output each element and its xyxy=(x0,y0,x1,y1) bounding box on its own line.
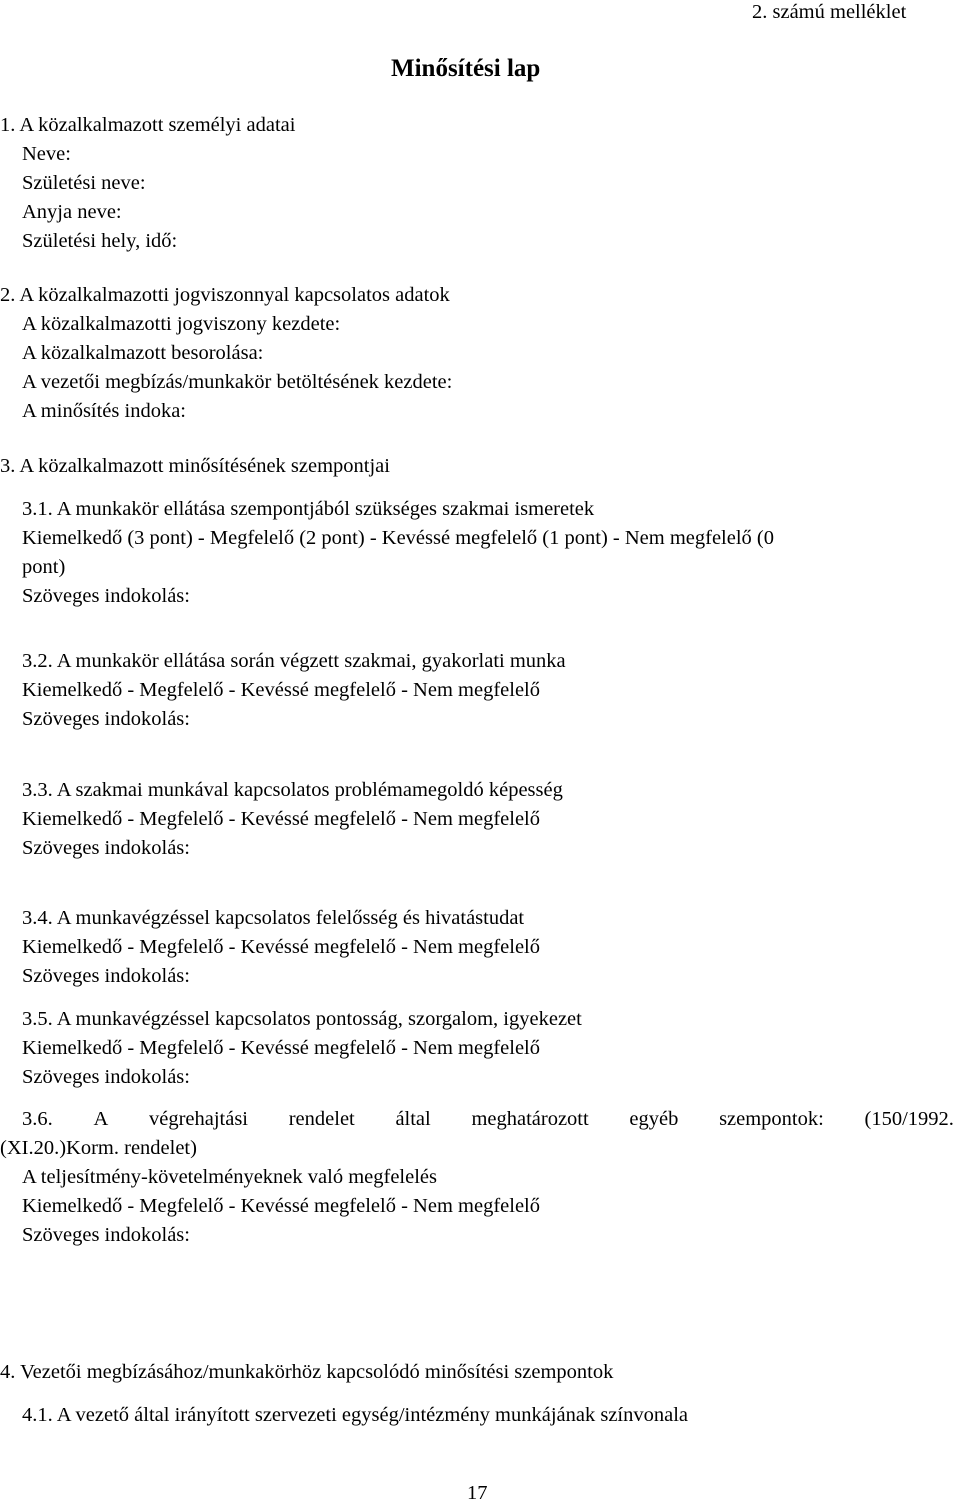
s36-word: egyéb xyxy=(629,1108,679,1130)
annex-label: 2. számú melléklet xyxy=(752,1,907,23)
s33-justification: Szöveges indokolás: xyxy=(22,837,190,859)
field-name: Neve: xyxy=(22,143,71,165)
s36-word: 3.6. xyxy=(22,1108,53,1130)
s36-word: meghatározott xyxy=(471,1108,589,1130)
s32-scale: Kiemelkedő - Megfelelő - Kevéssé megfelelő - Nem megfelelő xyxy=(22,679,540,701)
s32-title: 3.2. A munkakör ellátása során végzett szakmai, gyakorlati munka xyxy=(22,650,566,672)
s35-justification: Szöveges indokolás: xyxy=(22,1066,190,1088)
s33-title: 3.3. A szakmai munkával kapcsolatos problémamegoldó képesség xyxy=(22,779,563,801)
s36-subtitle: A teljesítmény-követelményeknek való megfelelés xyxy=(22,1166,437,1188)
field-assignment-start: A vezetői megbízás/munkakör betöltésének kezdete: xyxy=(22,371,453,393)
s36-title-line1 xyxy=(22,1109,954,1130)
s35-scale: Kiemelkedő - Megfelelő - Kevéssé megfelelő - Nem megfelelő xyxy=(22,1037,540,1059)
field-classification: A közalkalmazott besorolása: xyxy=(22,342,264,364)
s34-scale: Kiemelkedő - Megfelelő - Kevéssé megfelelő - Nem megfelelő xyxy=(22,936,540,958)
s35-title: 3.5. A munkavégzéssel kapcsolatos pontosság, szorgalom, igyekezet xyxy=(22,1008,582,1030)
section2-heading: 2. A közalkalmazotti jogviszonnyal kapcsolatos adatok xyxy=(0,284,450,306)
s36-word: A xyxy=(93,1108,109,1130)
s36-word: szempontok: xyxy=(719,1108,824,1130)
s36-word: végrehajtási xyxy=(148,1108,249,1130)
s31-scale-line1: Kiemelkedő (3 pont) - Megfelelő (2 pont) - Kevéssé megfelelő (1 pont) - Nem megfelelő (0 xyxy=(22,527,774,549)
s31-scale-line2: pont) xyxy=(22,556,66,578)
s36-word: által xyxy=(395,1108,431,1130)
field-employment-start: A közalkalmazotti jogviszony kezdete: xyxy=(22,313,341,335)
field-birth-place-date: Születési hely, idő: xyxy=(22,230,178,252)
s36-word: (150/1992. xyxy=(864,1108,954,1130)
page-title: Minősítési lap xyxy=(391,55,541,82)
field-birth-name: Születési neve: xyxy=(22,172,146,194)
s31-title: 3.1. A munkakör ellátása szempontjából szükséges szakmai ismeretek xyxy=(22,498,595,520)
page-number: 17 xyxy=(467,1482,488,1504)
s41-title: 4.1. A vezető által irányított szervezeti egység/intézmény munkájának színvonala xyxy=(22,1404,689,1426)
s36-justification: Szöveges indokolás: xyxy=(22,1224,190,1246)
s32-justification: Szöveges indokolás: xyxy=(22,708,190,730)
s33-scale: Kiemelkedő - Megfelelő - Kevéssé megfelelő - Nem megfelelő xyxy=(22,808,540,830)
s36-word: rendelet xyxy=(288,1108,355,1130)
s36-scale: Kiemelkedő - Megfelelő - Kevéssé megfelelő - Nem megfelelő xyxy=(22,1195,540,1217)
s36-title-line2: (XI.20.)Korm. rendelet) xyxy=(0,1137,197,1159)
s34-title: 3.4. A munkavégzéssel kapcsolatos felelősség és hivatástudat xyxy=(22,907,525,929)
section4-heading: 4. Vezetői megbízásához/munkakörhöz kapcsolódó minősítési szempontok xyxy=(0,1361,614,1383)
field-rating-reason: A minősítés indoka: xyxy=(22,400,186,422)
section1-heading: 1. A közalkalmazott személyi adatai xyxy=(0,114,296,136)
section3-heading: 3. A közalkalmazott minősítésének szempontjai xyxy=(0,455,390,477)
s31-justification: Szöveges indokolás: xyxy=(22,585,190,607)
field-mother-name: Anyja neve: xyxy=(22,201,122,223)
s34-justification: Szöveges indokolás: xyxy=(22,965,190,987)
